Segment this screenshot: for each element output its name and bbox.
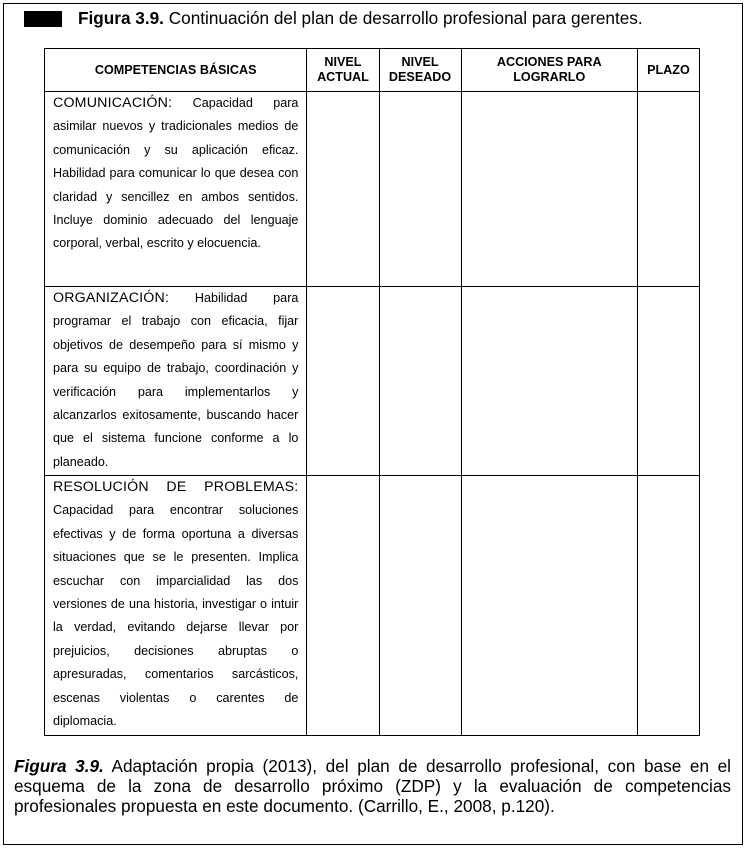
competency-text: [53, 476, 298, 733]
competency-description: Capacidad para asimilar nuevos y tradicionales medios de comunicación y su aplicación eficaz. Habilidad para comunicar lo que desea con claridad y sencillez en ambos sentidos. Incluye dominio adecuado del lenguaje corporal, verbal, escrito y elocuencia.: [53, 96, 299, 251]
competency-description: Habilidad para programar el trabajo con eficacia, fijar objetivos de desempeño para sí mismo y para su equipo de trabajo, coordinación y verificación para implementarlos y alcanzarlos exitosamente, buscando hacer que el sistema funcione conforme a lo planeado.: [53, 291, 299, 469]
acciones-cell: [461, 287, 637, 476]
col-header-nivel-deseado: NIVEL DESEADO: [379, 49, 461, 92]
plazo-cell: [637, 92, 699, 287]
nivel-actual-cell: [307, 476, 379, 736]
competency-cell: [45, 92, 307, 287]
col-header-competencias: COMPETENCIAS BÁSICAS: [45, 49, 307, 92]
competency-cell: [45, 287, 307, 476]
nivel-deseado-cell: [379, 287, 461, 476]
table-row: [45, 92, 700, 287]
figure-title-label: Figura 3.9.: [78, 8, 164, 28]
competency-name: ORGANIZACIÓN:: [53, 290, 170, 306]
col-header-acciones: ACCIONES PARA LOGRARLO: [461, 49, 637, 92]
redaction-block: [24, 11, 62, 27]
table-header-row: [45, 49, 700, 92]
competency-text: [53, 92, 298, 256]
col-header-nivel-actual: NIVEL ACTUAL: [307, 49, 379, 92]
figure-header: [22, 7, 722, 29]
nivel-actual-cell: [307, 287, 379, 476]
competency-description: Capacidad para encontrar soluciones efectivas y de forma oportuna a diversas situaciones que se le presenten. Implica escuchar con imparcialidad las dos versiones de una historia, investigar o intuir la verdad, evitando dejarse llevar por prejuicios, decisiones abruptas o apresuradas, comentarios sarcásticos, escenas violentas o carentes de diplomacia.: [53, 503, 299, 729]
acciones-cell: [461, 476, 637, 736]
nivel-actual-cell: [307, 92, 379, 287]
col-header-plazo: PLAZO: [637, 49, 699, 92]
table-row: [45, 476, 700, 736]
table-row: [45, 287, 700, 476]
figure-caption: [14, 756, 731, 816]
figure-title: [78, 7, 643, 29]
nivel-deseado-cell: [379, 92, 461, 287]
figure-title-text: Continuación del plan de desarrollo profesional para gerentes.: [163, 8, 643, 28]
competency-name: RESOLUCIÓN DE PROBLEMAS:: [53, 479, 299, 495]
caption-figure-label: Figura 3.9.: [14, 756, 104, 776]
development-plan-table: [44, 48, 700, 736]
plazo-cell: [637, 287, 699, 476]
plazo-cell: [637, 476, 699, 736]
competency-name: COMUNICACIÓN:: [53, 95, 173, 111]
caption-text: Adaptación propia (2013), del plan de desarrollo profesional, con base en el esquema de la zona de desarrollo próximo (ZDP) y la evaluación de competencias profesionales propuesta en este documento. (Carrillo, E., 2008, p.120).: [14, 756, 732, 816]
competency-cell: [45, 476, 307, 736]
nivel-deseado-cell: [379, 476, 461, 736]
acciones-cell: [461, 92, 637, 287]
competency-text: [53, 287, 298, 474]
